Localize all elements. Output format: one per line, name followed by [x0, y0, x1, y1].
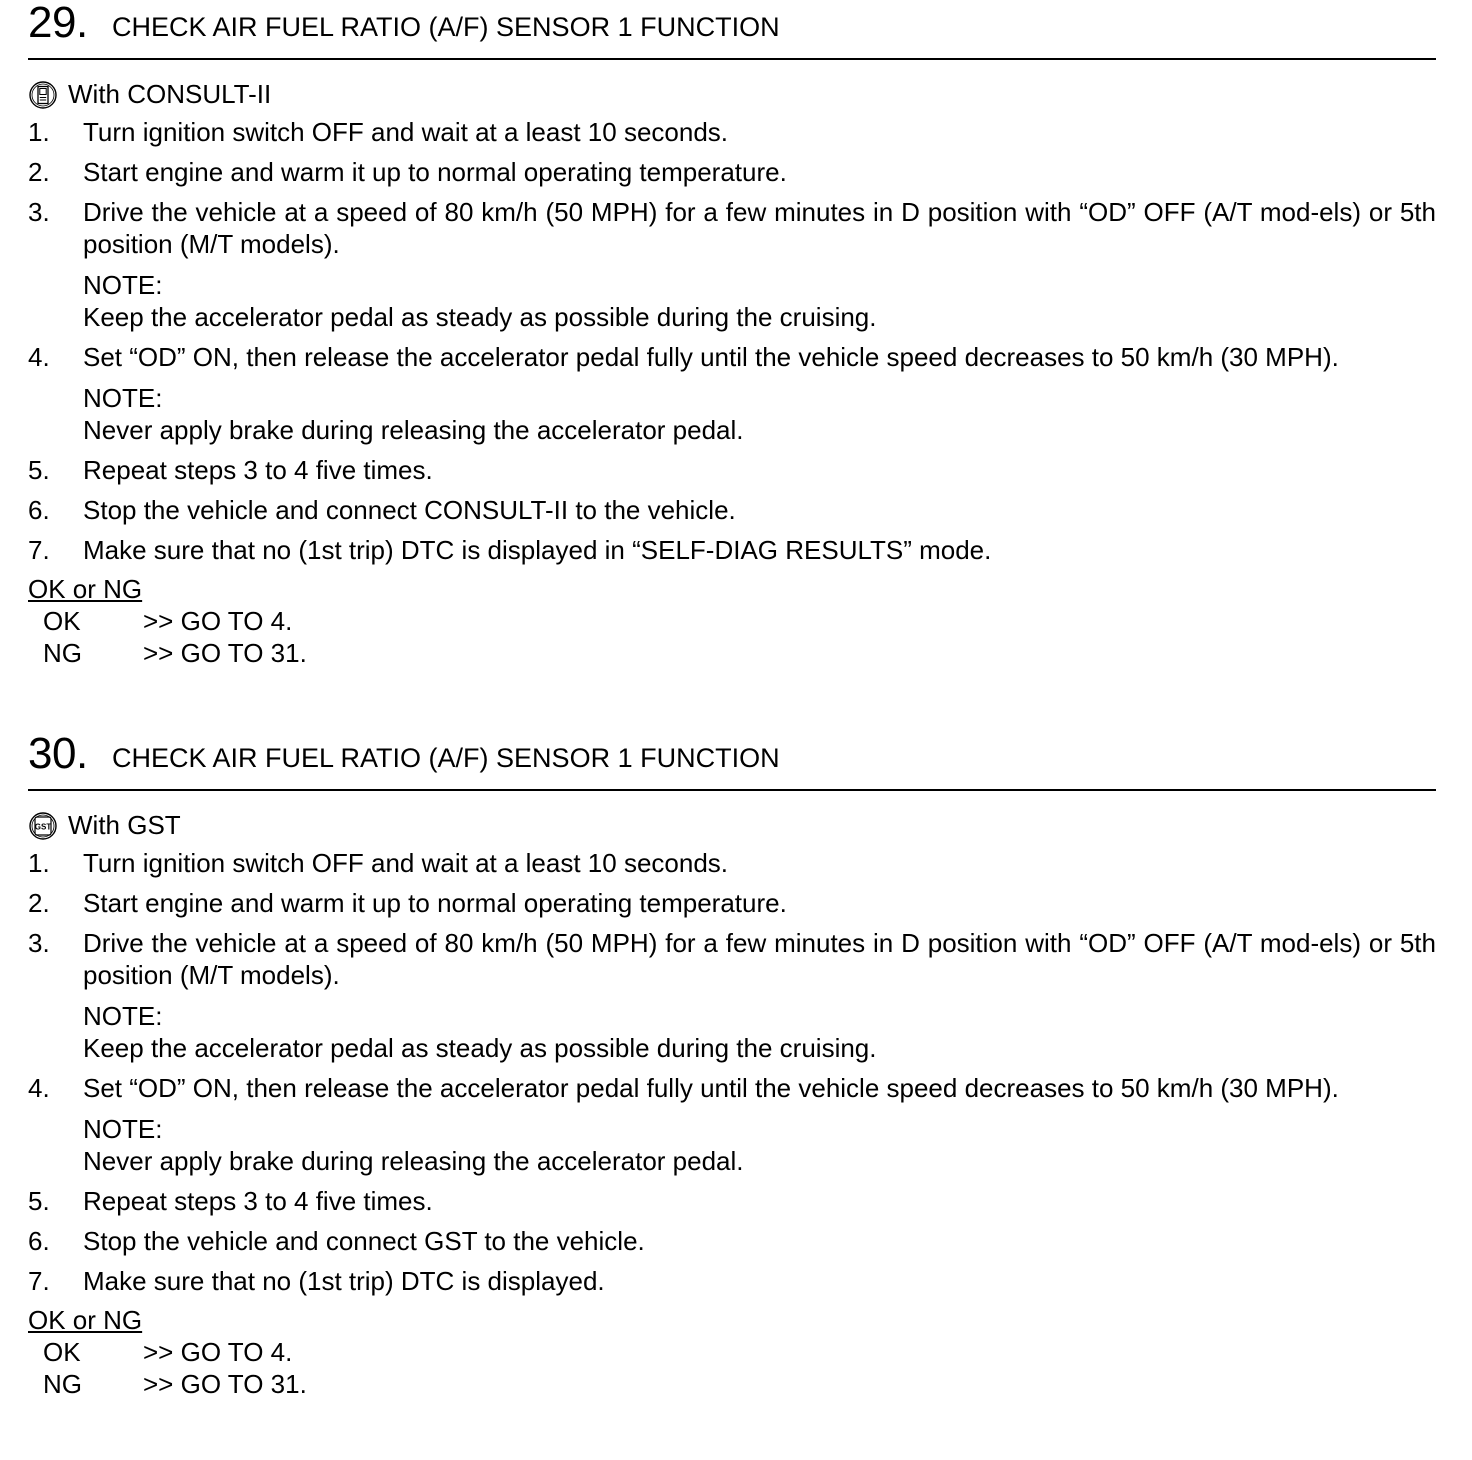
step-text: Start engine and warm it up to normal operating temperature.	[83, 888, 787, 918]
section-29	[28, 0, 1436, 669]
result-action: >> GO TO 31.	[143, 1369, 307, 1399]
step-number: 1.	[28, 117, 50, 147]
step-number: 6.	[28, 1226, 50, 1256]
list-item	[28, 494, 1436, 526]
step-text: Repeat steps 3 to 4 five times.	[83, 455, 433, 485]
note-text: Never apply brake during releasing the accelerator pedal.	[83, 415, 744, 445]
note-text: Keep the accelerator pedal as steady as possible during the cruising.	[83, 302, 877, 332]
tool-label: With CONSULT-II	[68, 79, 272, 109]
section-heading	[28, 0, 1436, 60]
ok-or-ng-heading: OK or NG	[28, 574, 143, 604]
step-number: 5.	[28, 455, 50, 485]
step-text: Make sure that no (1st trip) DTC is displayed in “SELF-DIAG RESULTS” mode.	[83, 535, 992, 565]
list-item	[28, 847, 1436, 879]
note-text: Never apply brake during releasing the accelerator pedal.	[83, 1146, 744, 1176]
result-action: >> GO TO 4.	[143, 606, 293, 636]
step-text: Drive the vehicle at a speed of 80 km/h (50 MPH) for a few minutes in D position with “OD” OFF (A/T mod-els) or 5th position (M/T models).	[83, 197, 1436, 259]
result-key: OK	[43, 1337, 81, 1367]
gst-icon-text: GST	[34, 822, 52, 832]
result-row-ng	[28, 1368, 1436, 1400]
list-item	[28, 927, 1436, 1064]
note-label: NOTE:	[83, 1114, 163, 1144]
note-label: NOTE:	[83, 383, 163, 413]
result-action: >> GO TO 31.	[143, 638, 307, 668]
list-item	[28, 1185, 1436, 1217]
step-number: 7.	[28, 1266, 50, 1296]
step-number: 2.	[28, 157, 50, 187]
result-action: >> GO TO 4.	[143, 1337, 293, 1367]
note-text: Keep the accelerator pedal as steady as possible during the cruising.	[83, 1033, 877, 1063]
step-text: Repeat steps 3 to 4 five times.	[83, 1186, 433, 1216]
step-text: Start engine and warm it up to normal operating temperature.	[83, 157, 787, 187]
list-item	[28, 341, 1436, 446]
result-row-ok	[28, 605, 1436, 637]
section-title: CHECK AIR FUEL RATIO (A/F) SENSOR 1 FUNCTION	[112, 12, 780, 42]
procedure-steps	[28, 847, 1436, 1297]
step-number: 5.	[28, 1186, 50, 1216]
note-label: NOTE:	[83, 270, 163, 300]
list-item	[28, 1225, 1436, 1257]
ok-or-ng-heading: OK or NG	[28, 1305, 143, 1335]
step-text: Drive the vehicle at a speed of 80 km/h (50 MPH) for a few minutes in D position with “OD” OFF (A/T mod-els) or 5th position (M/T models).	[83, 928, 1436, 990]
list-item	[28, 116, 1436, 148]
tool-line	[28, 807, 1436, 847]
section-30	[28, 731, 1436, 1400]
section-number: 29.	[28, 0, 88, 47]
step-number: 1.	[28, 848, 50, 878]
tool-label: With GST	[68, 810, 181, 840]
list-item	[28, 534, 1436, 566]
list-item	[28, 1265, 1436, 1297]
consult-ii-icon	[28, 80, 58, 110]
step-number: 4.	[28, 342, 50, 372]
step-text: Stop the vehicle and connect GST to the vehicle.	[83, 1226, 645, 1256]
step-number: 2.	[28, 888, 50, 918]
result-row-ok	[28, 1336, 1436, 1368]
section-title: CHECK AIR FUEL RATIO (A/F) SENSOR 1 FUNCTION	[112, 743, 780, 773]
result-row-ng	[28, 637, 1436, 669]
result-key: OK	[43, 606, 81, 636]
step-number: 3.	[28, 928, 50, 958]
result-key: NG	[43, 1369, 82, 1399]
step-text: Turn ignition switch OFF and wait at a least 10 seconds.	[83, 117, 729, 147]
list-item	[28, 1072, 1436, 1177]
step-number: 7.	[28, 535, 50, 565]
step-text: Set “OD” ON, then release the accelerator pedal fully until the vehicle speed decreases to 50 km/h (30 MPH).	[83, 1073, 1339, 1103]
result-key: NG	[43, 638, 82, 668]
step-number: 4.	[28, 1073, 50, 1103]
list-item	[28, 156, 1436, 188]
step-number: 3.	[28, 197, 50, 227]
step-text: Turn ignition switch OFF and wait at a least 10 seconds.	[83, 848, 729, 878]
tool-line	[28, 76, 1436, 116]
step-text: Make sure that no (1st trip) DTC is displayed.	[83, 1266, 605, 1296]
list-item	[28, 887, 1436, 919]
list-item	[28, 196, 1436, 333]
section-number: 30.	[28, 729, 88, 778]
section-heading	[28, 731, 1436, 791]
procedure-steps	[28, 116, 1436, 566]
step-text: Stop the vehicle and connect CONSULT-II to the vehicle.	[83, 495, 736, 525]
note-label: NOTE:	[83, 1001, 163, 1031]
list-item	[28, 454, 1436, 486]
gst-icon	[28, 811, 58, 841]
step-number: 6.	[28, 495, 50, 525]
step-text: Set “OD” ON, then release the accelerator pedal fully until the vehicle speed decreases to 50 km/h (30 MPH).	[83, 342, 1339, 372]
